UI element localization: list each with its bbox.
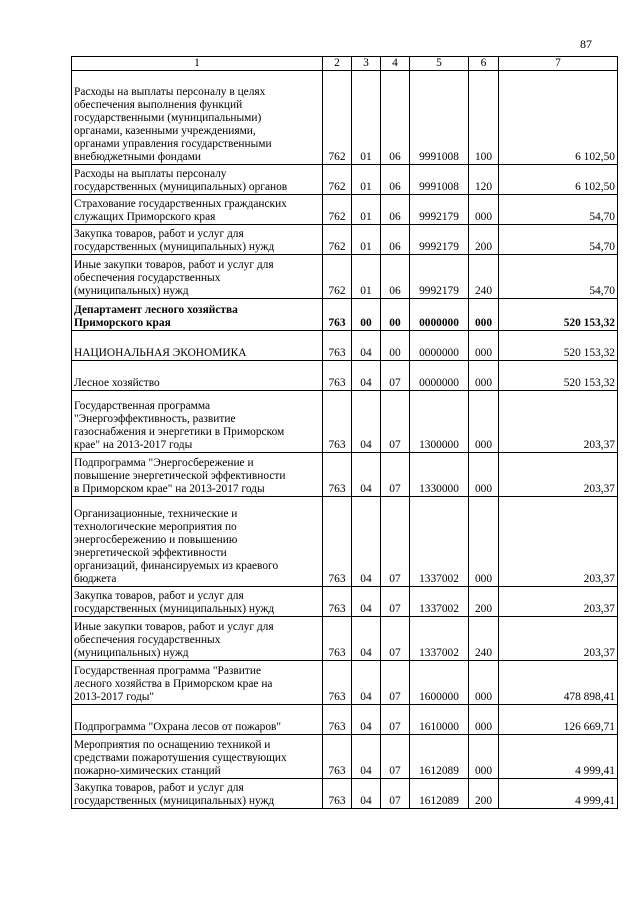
- section-code: 04: [352, 453, 381, 497]
- row-name-line: лесного хозяйства в Приморском крае на: [74, 678, 273, 690]
- section-code: 04: [352, 617, 381, 661]
- ministry-code: 763: [323, 361, 352, 391]
- row-name: [72, 661, 323, 705]
- expense-type-code: 200: [469, 779, 499, 809]
- amount: 478 898,41: [499, 661, 618, 705]
- table-row: [72, 71, 618, 165]
- row-name-line: энергетической эффективности: [74, 547, 227, 559]
- table-row: [72, 453, 618, 497]
- amount: 520 153,32: [499, 299, 618, 331]
- row-name-line: обеспечения государственных: [74, 634, 221, 646]
- ministry-code: 763: [323, 661, 352, 705]
- expense-type-code: 000: [469, 705, 499, 735]
- table-row: [72, 587, 618, 617]
- amount: 203,37: [499, 391, 618, 453]
- row-name-line: Организационные, технические и: [74, 508, 238, 520]
- ministry-code: 763: [323, 735, 352, 779]
- amount: 203,37: [499, 453, 618, 497]
- row-name-line: обеспечения выполнения функций: [74, 99, 243, 111]
- row-name-line: государственных (муниципальных) нужд: [74, 603, 275, 615]
- subsection-code: 06: [381, 225, 410, 255]
- expense-type-code: 000: [469, 361, 499, 391]
- amount: 203,37: [499, 617, 618, 661]
- row-name-line: технологические мероприятия по: [74, 521, 237, 533]
- target-article-code: 1612089: [410, 779, 469, 809]
- ministry-code: 763: [323, 587, 352, 617]
- row-name-line: Мероприятия по оснащению техникой и: [74, 739, 271, 751]
- ministry-code: 763: [323, 705, 352, 735]
- header-cell: 4: [381, 57, 410, 71]
- subsection-code: 07: [381, 779, 410, 809]
- row-name: [72, 705, 323, 735]
- target-article-code: 1612089: [410, 735, 469, 779]
- expense-type-code: 000: [469, 391, 499, 453]
- row-name-line: Иные закупки товаров, работ и услуг для: [74, 621, 274, 633]
- row-name-line: организаций, финансируемых из краевого: [74, 560, 279, 572]
- ministry-code: 763: [323, 391, 352, 453]
- row-name-line: Департамент лесного хозяйства: [74, 304, 238, 316]
- table-row: [72, 391, 618, 453]
- table-row: [72, 361, 618, 391]
- section-code: 01: [352, 195, 381, 225]
- table-row: [72, 705, 618, 735]
- amount: 520 153,32: [499, 331, 618, 361]
- table-row: [72, 299, 618, 331]
- row-name-line: бюджета: [74, 573, 117, 585]
- amount: 54,70: [499, 225, 618, 255]
- section-code: 04: [352, 391, 381, 453]
- ministry-code: 763: [323, 779, 352, 809]
- row-name-line: обеспечения государственных: [74, 272, 221, 284]
- row-name: [72, 453, 323, 497]
- expense-type-code: 000: [469, 195, 499, 225]
- target-article-code: 0000000: [410, 331, 469, 361]
- target-article-code: 1337002: [410, 497, 469, 587]
- subsection-code: 07: [381, 497, 410, 587]
- row-name: [72, 195, 323, 225]
- row-name-line: органами, казенными учреждениями,: [74, 125, 256, 137]
- section-code: 01: [352, 71, 381, 165]
- row-name-line: органами управления государственными: [74, 138, 272, 150]
- target-article-code: 9992179: [410, 225, 469, 255]
- target-article-code: 1337002: [410, 617, 469, 661]
- subsection-code: 00: [381, 331, 410, 361]
- row-name-line: крае" на 2013-2017 годы: [74, 439, 193, 451]
- amount: 203,37: [499, 497, 618, 587]
- subsection-code: 07: [381, 391, 410, 453]
- ministry-code: 763: [323, 453, 352, 497]
- section-code: 00: [352, 299, 381, 331]
- row-name: [72, 299, 323, 331]
- subsection-code: 07: [381, 587, 410, 617]
- amount: 6 102,50: [499, 71, 618, 165]
- row-name-line: НАЦИОНАЛЬНАЯ ЭКОНОМИКА: [74, 347, 247, 359]
- subsection-code: 07: [381, 361, 410, 391]
- header-cell: 7: [499, 57, 618, 71]
- row-name-line: "Энергоэффективность, развитие: [74, 413, 236, 425]
- row-name-line: государственными (муниципальными): [74, 112, 262, 124]
- row-name-line: Приморского края: [74, 317, 171, 329]
- row-name: [72, 331, 323, 361]
- row-name-line: государственных (муниципальных) нужд: [74, 241, 275, 253]
- row-name-line: Государственная программа: [74, 400, 211, 412]
- row-name: [72, 587, 323, 617]
- expense-type-code: 000: [469, 331, 499, 361]
- row-name: [72, 225, 323, 255]
- expense-type-code: 240: [469, 617, 499, 661]
- section-code: 04: [352, 661, 381, 705]
- expense-type-code: 120: [469, 165, 499, 195]
- ministry-code: 763: [323, 331, 352, 361]
- target-article-code: 9991008: [410, 71, 469, 165]
- target-article-code: 0000000: [410, 299, 469, 331]
- expense-type-code: 200: [469, 587, 499, 617]
- header-cell: 6: [469, 57, 499, 71]
- ministry-code: 763: [323, 497, 352, 587]
- table-row: [72, 255, 618, 299]
- subsection-code: 06: [381, 71, 410, 165]
- row-name-line: Расходы на выплаты персоналу в целях: [74, 86, 266, 98]
- section-code: 04: [352, 587, 381, 617]
- subsection-code: 06: [381, 255, 410, 299]
- section-code: 01: [352, 165, 381, 195]
- amount: 54,70: [499, 255, 618, 299]
- target-article-code: 1337002: [410, 587, 469, 617]
- subsection-code: 07: [381, 735, 410, 779]
- amount: 4 999,41: [499, 779, 618, 809]
- row-name-line: Лесное хозяйство: [74, 377, 160, 389]
- row-name: [72, 391, 323, 453]
- ministry-code: 762: [323, 195, 352, 225]
- header-cell: 5: [410, 57, 469, 71]
- target-article-code: 1300000: [410, 391, 469, 453]
- target-article-code: 9991008: [410, 165, 469, 195]
- section-code: 04: [352, 331, 381, 361]
- page-number: 87: [580, 37, 592, 51]
- target-article-code: 1330000: [410, 453, 469, 497]
- ministry-code: 762: [323, 225, 352, 255]
- table-row: [72, 165, 618, 195]
- section-code: 04: [352, 779, 381, 809]
- row-name-line: Страхование государственных гражданских: [74, 198, 287, 210]
- table-row: [72, 195, 618, 225]
- section-code: 04: [352, 361, 381, 391]
- amount: 4 999,41: [499, 735, 618, 779]
- ministry-code: 762: [323, 165, 352, 195]
- row-name-line: газоснабжения и энергетики в Приморском: [74, 426, 285, 438]
- target-article-code: 9992179: [410, 195, 469, 225]
- row-name-line: Подпрограмма "Охрана лесов от пожаров": [74, 721, 282, 733]
- table-row: [72, 779, 618, 809]
- subsection-code: 07: [381, 705, 410, 735]
- expense-type-code: 000: [469, 661, 499, 705]
- expense-type-code: 000: [469, 299, 499, 331]
- expense-type-code: 000: [469, 497, 499, 587]
- row-name-line: (муниципальных) нужд: [74, 285, 189, 297]
- expense-type-code: 000: [469, 735, 499, 779]
- subsection-code: 07: [381, 617, 410, 661]
- table-row: [72, 661, 618, 705]
- row-name-line: Государственная программа "Развитие: [74, 665, 262, 677]
- header-row: [72, 57, 618, 71]
- row-name-line: Закупка товаров, работ и услуг для: [74, 228, 244, 240]
- table-row: [72, 497, 618, 587]
- row-name-line: Закупка товаров, работ и услуг для: [74, 782, 244, 794]
- expense-type-code: 240: [469, 255, 499, 299]
- budget-table: [71, 56, 618, 809]
- header-cell: 2: [323, 57, 352, 71]
- subsection-code: 00: [381, 299, 410, 331]
- amount: 520 153,32: [499, 361, 618, 391]
- target-article-code: 1600000: [410, 661, 469, 705]
- row-name-line: государственных (муниципальных) органов: [74, 181, 288, 193]
- amount: 6 102,50: [499, 165, 618, 195]
- target-article-code: 9992179: [410, 255, 469, 299]
- row-name-line: Закупка товаров, работ и услуг для: [74, 590, 244, 602]
- row-name-line: Подпрограмма "Энергосбережение и: [74, 457, 254, 469]
- ministry-code: 763: [323, 617, 352, 661]
- target-article-code: 1610000: [410, 705, 469, 735]
- expense-type-code: 000: [469, 453, 499, 497]
- header-cell: 1: [72, 57, 323, 71]
- row-name-line: государственных (муниципальных) нужд: [74, 795, 275, 807]
- row-name-line: 2013-2017 годы": [74, 691, 155, 703]
- ministry-code: 762: [323, 71, 352, 165]
- row-name-line: средствами пожаротушения существующих: [74, 752, 287, 764]
- header-cell: 3: [352, 57, 381, 71]
- row-name: [72, 779, 323, 809]
- row-name: [72, 735, 323, 779]
- ministry-code: 763: [323, 299, 352, 331]
- row-name-line: энергосбережению и повышению: [74, 534, 238, 546]
- table-row: [72, 735, 618, 779]
- expense-type-code: 200: [469, 225, 499, 255]
- row-name-line: в Приморском крае" на 2013-2017 годы: [74, 483, 265, 495]
- ministry-code: 762: [323, 255, 352, 299]
- subsection-code: 06: [381, 165, 410, 195]
- section-code: 01: [352, 225, 381, 255]
- section-code: 04: [352, 705, 381, 735]
- row-name-line: внебюджетными фондами: [74, 151, 202, 163]
- row-name: [72, 361, 323, 391]
- amount: 126 669,71: [499, 705, 618, 735]
- row-name-line: пожарно-химических станций: [74, 765, 221, 777]
- amount: 54,70: [499, 195, 618, 225]
- table-row: [72, 617, 618, 661]
- subsection-code: 07: [381, 453, 410, 497]
- row-name: [72, 165, 323, 195]
- section-code: 01: [352, 255, 381, 299]
- row-name: [72, 617, 323, 661]
- row-name-line: повышение энергетической эффективности: [74, 470, 286, 482]
- target-article-code: 0000000: [410, 361, 469, 391]
- subsection-code: 06: [381, 195, 410, 225]
- section-code: 04: [352, 497, 381, 587]
- row-name: [72, 497, 323, 587]
- row-name-line: Иные закупки товаров, работ и услуг для: [74, 259, 274, 271]
- amount: 203,37: [499, 587, 618, 617]
- expense-type-code: 100: [469, 71, 499, 165]
- section-code: 04: [352, 735, 381, 779]
- row-name-line: Расходы на выплаты персоналу: [74, 168, 227, 180]
- table-row: [72, 331, 618, 361]
- subsection-code: 07: [381, 661, 410, 705]
- row-name-line: (муниципальных) нужд: [74, 647, 189, 659]
- table-row: [72, 225, 618, 255]
- row-name: [72, 71, 323, 165]
- row-name-line: служащих Приморского края: [74, 211, 216, 223]
- row-name: [72, 255, 323, 299]
